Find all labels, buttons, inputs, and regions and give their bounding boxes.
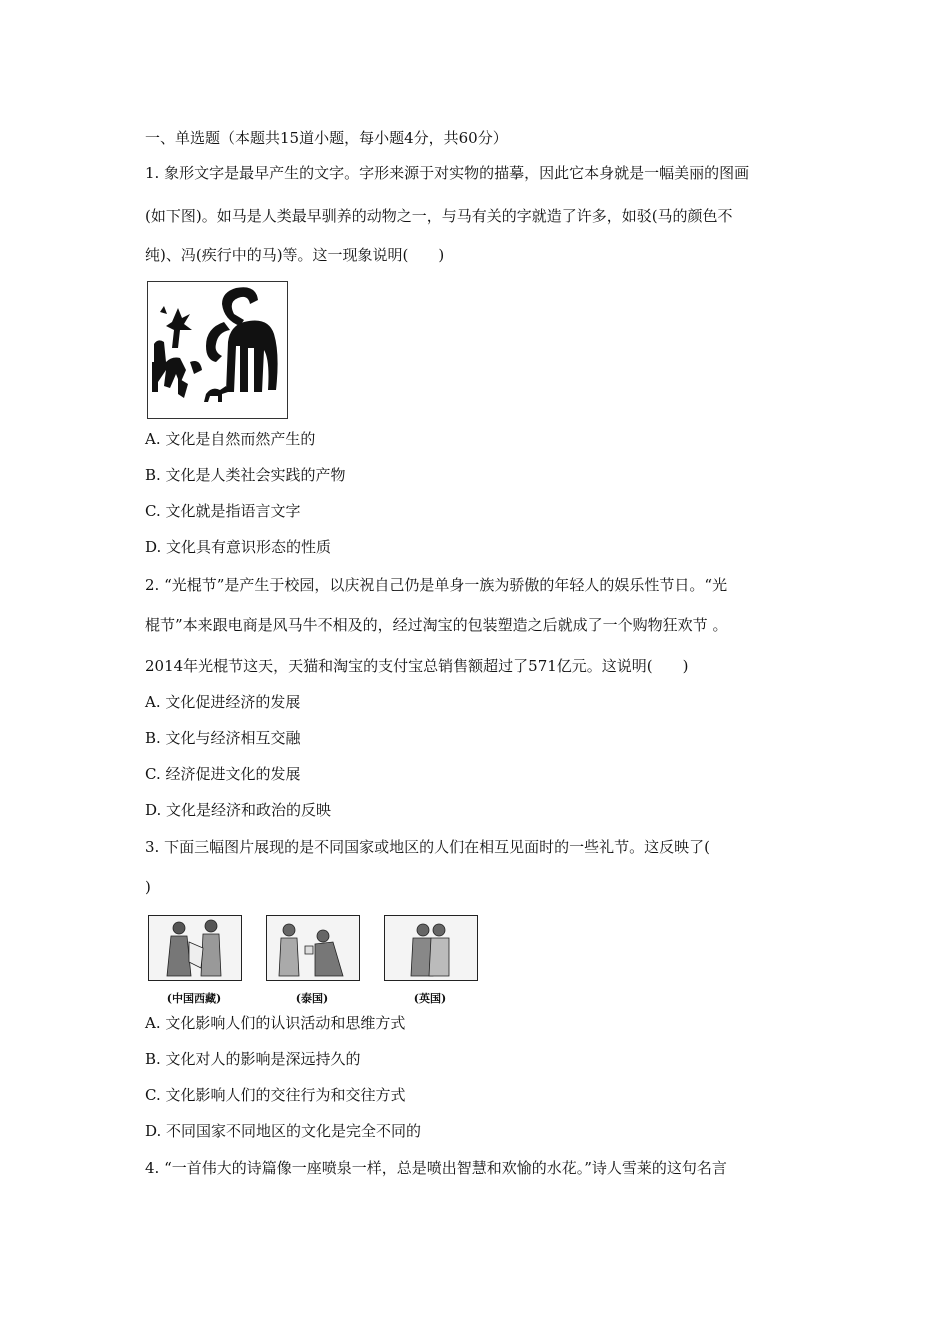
q1-option-a: A. 文化是自然而然产生的 xyxy=(145,430,316,448)
q3-option-c: C. 文化影响人们的交往行为和交往方式 xyxy=(145,1086,406,1104)
q2-option-a: A. 文化促进经济的发展 xyxy=(145,693,301,711)
britain-caption: (英国) xyxy=(413,992,447,1005)
q3-option-d: D. 不同国家不同地区的文化是完全不同的 xyxy=(145,1122,422,1140)
q1-line-3: 纯)、冯(疾行中的马)等。这一现象说明( ) xyxy=(145,246,445,264)
q3-line-2: ) xyxy=(145,878,151,896)
tibet-caption: (中国西藏) xyxy=(166,992,222,1005)
q3-line-1: 3. 下面三幅图片展现的是不同国家或地区的人们在相互见面时的一些礼节。这反映了( xyxy=(145,838,710,856)
q2-line-1: 2. “光棍节”是产生于校园，以庆祝自己仍是单身一族为骄傲的年轻人的娱乐性节日。“光 xyxy=(145,576,728,594)
pictograph-horse-image xyxy=(147,281,288,419)
q2-option-c: C. 经济促进文化的发展 xyxy=(145,765,301,783)
q2-option-d: D. 文化是经济和政治的反映 xyxy=(145,801,332,819)
q2-line-3: 2014年光棍节这天，天猫和淘宝的支付宝总销售额超过了571亿元。这说明( ) xyxy=(145,657,689,675)
q1-option-c: C. 文化就是指语言文字 xyxy=(145,502,301,520)
thailand-caption: (泰国) xyxy=(295,992,329,1005)
britain-greeting-image xyxy=(384,915,478,981)
q2-option-b: B. 文化与经济相互交融 xyxy=(145,729,301,747)
q1-option-b: B. 文化是人类社会实践的产物 xyxy=(145,466,346,484)
tibet-greeting-image xyxy=(148,915,242,981)
q1-line-1: 1. 象形文字是最早产生的文字。字形来源于对实物的描摹，因此它本身就是一幅美丽的图画 xyxy=(145,164,750,182)
q4-line-1: 4. “一首伟大的诗篇像一座喷泉一样，总是喷出智慧和欢愉的水花。”诗人雪莱的这句名言 xyxy=(145,1159,727,1177)
thailand-greeting-image xyxy=(266,915,360,981)
q1-line-2: (如下图)。如马是人类最早驯养的动物之一，与马有关的字就造了许多，如驳(马的颜色不 xyxy=(145,207,733,225)
q3-option-a: A. 文化影响人们的认识活动和思维方式 xyxy=(145,1014,406,1032)
q3-option-b: B. 文化对人的影响是深远持久的 xyxy=(145,1050,361,1068)
q1-option-d: D. 文化具有意识形态的性质 xyxy=(145,538,332,556)
q2-line-2: 棍节”本来跟电商是风马牛不相及的，经过淘宝的包装塑造之后就成了一个购物狂欢节 。 xyxy=(145,616,728,634)
section-title: 一、单选题（本题共15道小题，每小题4分，共60分） xyxy=(145,129,508,147)
